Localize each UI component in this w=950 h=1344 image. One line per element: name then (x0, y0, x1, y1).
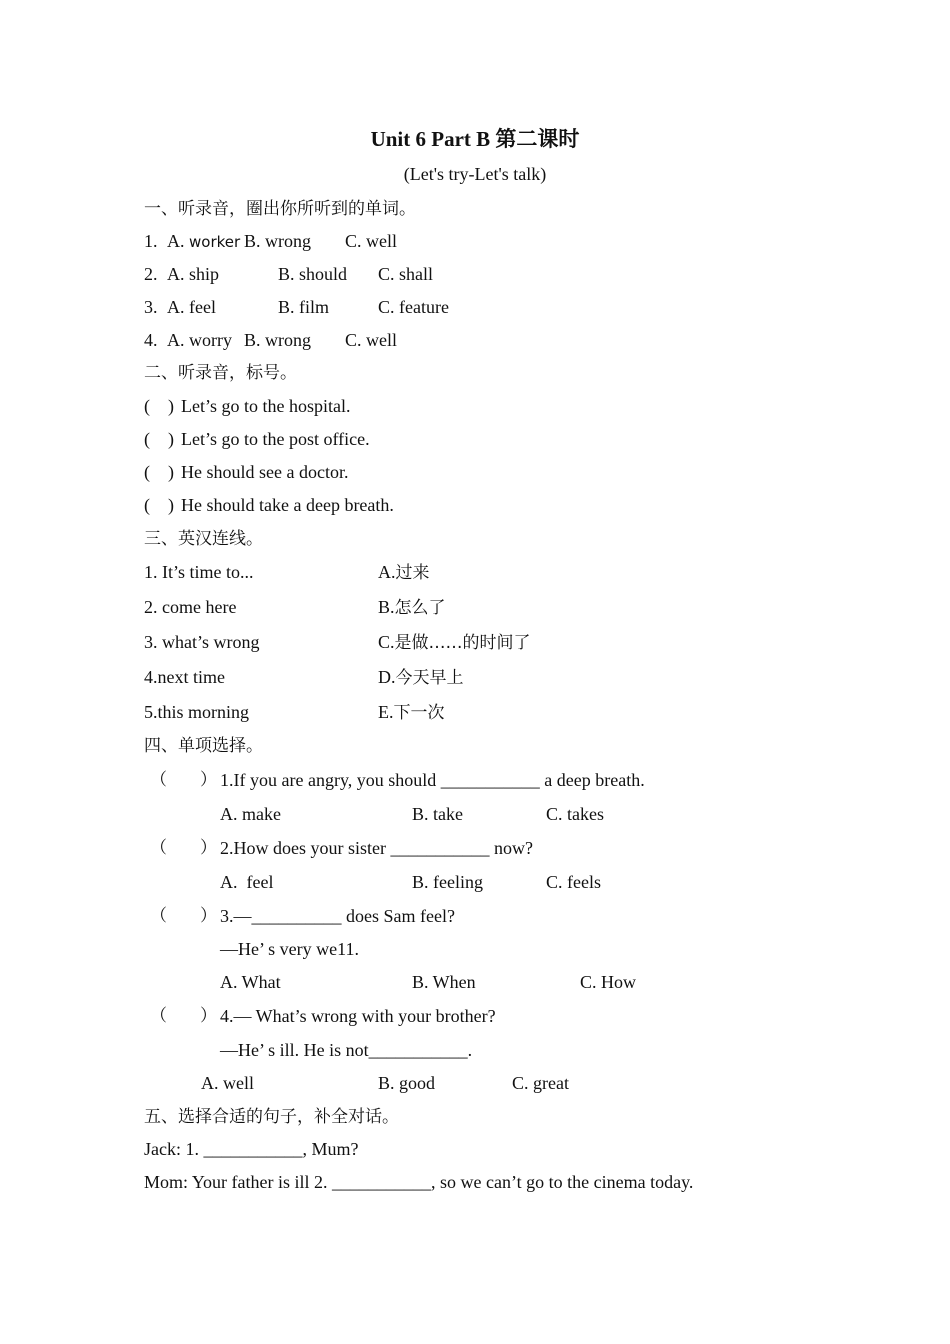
s4-q3-option-b: B. When (412, 972, 476, 992)
s4-q1-paren-open: （ (150, 770, 167, 790)
section2-heading: 二、听录音，标号。 (144, 363, 297, 383)
s2-item2-text: Let’s go to the post office. (181, 429, 370, 449)
s3-left-1: 1. It’s time to... (144, 562, 254, 582)
s1-q1-option-c: C. well (345, 231, 397, 251)
s4-q4-paren-close: ） (200, 1006, 217, 1026)
s1-q2-option-c: C. shall (378, 264, 434, 284)
s1-q1-option-b: B. wrong (244, 231, 311, 251)
s3-left-2: 2. come here (144, 597, 237, 617)
s1-q3-option-b: B. film (278, 297, 330, 317)
s4-q1-option-a: A. make (220, 804, 281, 824)
section5-heading: 五、选择合适的句子，补全对话。 (144, 1107, 399, 1127)
s1-q3-option-c: C. feature (378, 297, 449, 317)
s2-item4-paren: ( ) (144, 495, 174, 515)
s2-item4-text: He should take a deep breath. (181, 495, 394, 515)
s4-q4-paren-open: （ (150, 1006, 167, 1026)
s5-dialogue-line-2: Mom: Your father is ill 2. ___________, so we can’t go to the cinema today. (144, 1172, 694, 1192)
s1-q2-number: 2. (144, 264, 158, 284)
s4-q4-option-a: A. well (201, 1073, 254, 1093)
s1-q2-option-b: B. should (278, 264, 348, 284)
s3-right-d: D.今天早上 (378, 667, 464, 688)
s4-q3-option-c: C. How (580, 972, 637, 992)
section4-heading: 四、单项选择。 (144, 736, 263, 756)
s4-q1-paren-close: ） (200, 770, 217, 790)
s4-q4-stem: 4.— What’s wrong with your brother? (220, 1006, 496, 1026)
s3-left-4: 4.next time (144, 667, 225, 687)
s1-q1-option-a-word: worker (189, 233, 241, 251)
s4-q3-paren-close: ） (200, 906, 217, 926)
s4-q3-stem: 3.—__________ does Sam feel? (220, 906, 455, 926)
s1-q2-option-a: A. ship (167, 264, 220, 284)
page-title: Unit 6 Part B 第二课时 (370, 127, 580, 151)
s2-item1-text: Let’s go to the hospital. (181, 396, 351, 416)
s4-q4-option-c: C. great (512, 1073, 569, 1093)
page-subtitle: (Let's try-Let's talk) (403, 164, 547, 184)
s1-q4-number: 4. (144, 330, 158, 350)
s3-right-a: A.过来 (378, 562, 430, 583)
section1-heading: 一、听录音，圈出你所听到的单词。 (144, 199, 416, 219)
s1-q1-number: 1. (144, 231, 158, 251)
s4-q1-stem: 1.If you are angry, you should ___________ a deep breath. (220, 770, 645, 790)
s5-dialogue-line-1: Jack: 1. ___________, Mum? (144, 1139, 359, 1159)
section3-heading: 三、英汉连线。 (144, 529, 263, 549)
s2-item3-text: He should see a doctor. (181, 462, 349, 482)
s3-left-5: 5.this morning (144, 702, 250, 722)
s3-right-e: E.下一次 (378, 702, 445, 723)
s1-q4-option-a: A. worry (167, 330, 232, 350)
s2-item2-paren: ( ) (144, 429, 174, 449)
s3-left-3: 3. what’s wrong (144, 632, 260, 652)
s1-q3-option-a: A. feel (167, 297, 216, 317)
s4-q3-answer-line: —He’ s very we11. (220, 939, 359, 959)
s4-q2-option-a: A. feel (220, 872, 274, 892)
s4-q2-paren-open: （ (150, 838, 167, 858)
s1-q4-option-c: C. well (345, 330, 397, 350)
s4-q3-paren-open: （ (150, 906, 167, 926)
s2-item3-paren: ( ) (144, 462, 174, 482)
s4-q2-option-c: C. feels (546, 872, 601, 892)
s4-q3-option-a: A. What (220, 972, 281, 992)
s4-q2-option-b: B. feeling (412, 872, 483, 892)
s3-right-b: B.怎么了 (378, 597, 446, 618)
s4-q2-paren-close: ） (200, 838, 217, 858)
s4-q1-option-b: B. take (412, 804, 463, 824)
s2-item1-paren: ( ) (144, 396, 174, 416)
s1-q4-option-b: B. wrong (244, 330, 311, 350)
s4-q2-stem: 2.How does your sister ___________ now? (220, 838, 533, 858)
s1-q1-option-a: A. worker (167, 231, 241, 251)
s3-right-c: C.是做……的时间了 (378, 632, 531, 653)
s4-q4-answer-line: —He’ s ill. He is not___________. (220, 1040, 473, 1060)
s1-q3-number: 3. (144, 297, 158, 317)
s4-q4-option-b: B. good (378, 1073, 436, 1093)
s4-q1-option-c: C. takes (546, 804, 604, 824)
